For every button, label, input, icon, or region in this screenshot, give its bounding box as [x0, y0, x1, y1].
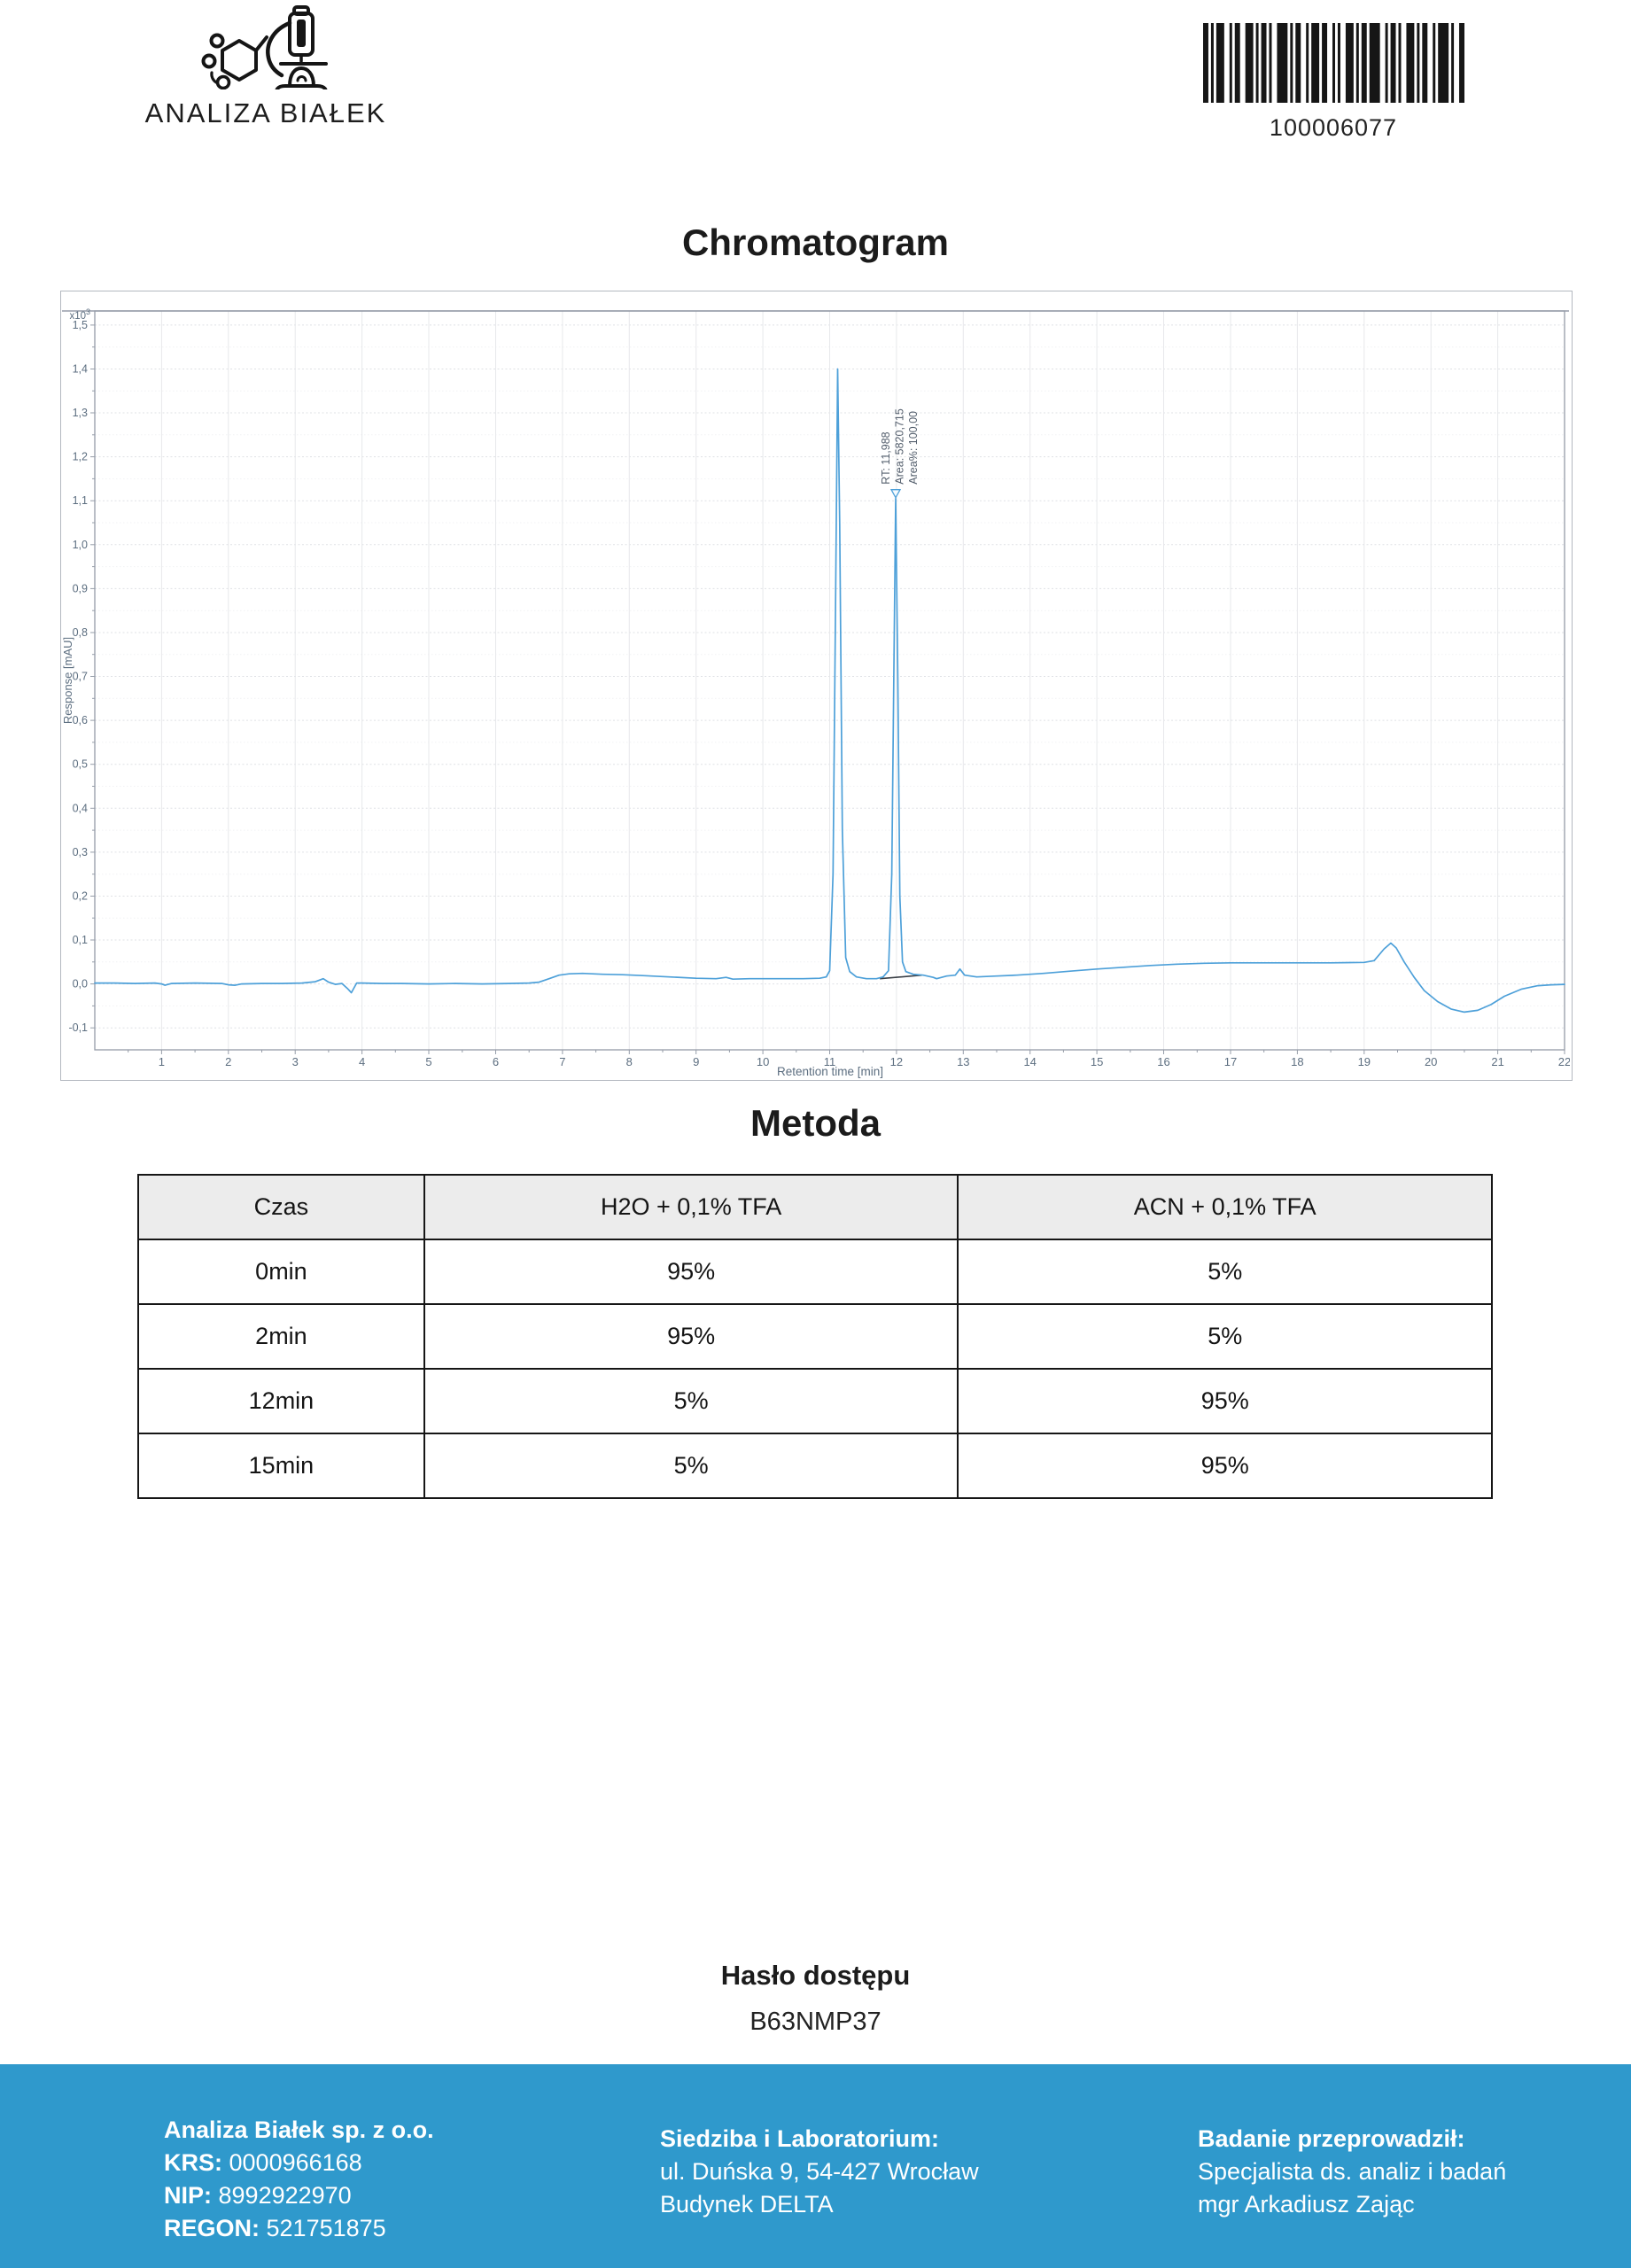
x-tick-label: 22	[1557, 1055, 1570, 1068]
table-row	[138, 1239, 1492, 1304]
y-tick-label: 0,0	[72, 977, 88, 990]
data-cell: 5%	[424, 1369, 959, 1433]
x-tick-label: 11	[823, 1055, 836, 1068]
company-name: Analiza Białek sp. z o.o.	[164, 2117, 434, 2143]
analyst-line: Specjalista ds. analiz i badań	[1198, 2158, 1507, 2185]
x-tick-label: 16	[1157, 1055, 1170, 1068]
barcode-bar	[1261, 23, 1266, 103]
chromatogram-chart	[60, 291, 1573, 1081]
barcode-bar	[1459, 23, 1464, 103]
header-logo	[142, 5, 390, 129]
barcode-bar	[1406, 23, 1414, 103]
nip-value: 8992922970	[218, 2182, 352, 2209]
location-title: Siedziba i Laboratorium:	[660, 2125, 940, 2152]
y-tick-label: 1,2	[72, 450, 88, 463]
data-cell: 5%	[958, 1239, 1492, 1304]
x-tick-label: 14	[1023, 1055, 1037, 1068]
logo-label: ANALIZA BIAŁEK	[144, 97, 387, 128]
barcode-bar	[1277, 23, 1287, 103]
method-table	[137, 1174, 1493, 1499]
data-cell: 15min	[138, 1433, 424, 1498]
data-cell: 95%	[958, 1369, 1492, 1433]
company-krs	[164, 2147, 434, 2179]
footer-location-block	[660, 2123, 979, 2221]
header-cell: Czas	[138, 1175, 424, 1239]
chart-canvas	[61, 291, 1570, 1078]
barcode-bar	[1422, 23, 1427, 103]
company-nip	[164, 2179, 434, 2212]
barcode-bar	[1295, 23, 1301, 103]
y-tick-label: 0,7	[72, 670, 88, 683]
y-tick-label: 0,9	[72, 582, 88, 595]
barcode-bar	[1203, 23, 1208, 103]
barcode-bar	[1234, 23, 1239, 103]
x-tick-label: 21	[1491, 1055, 1504, 1068]
chromatogram-title: Chromatogram	[681, 221, 950, 263]
x-axis-label: Retention time [min]	[776, 1065, 884, 1078]
barcode-bar	[1269, 23, 1271, 103]
x-tick-label: 13	[957, 1055, 970, 1068]
barcode-bar	[1451, 23, 1454, 103]
footer-analyst-block	[1198, 2123, 1506, 2221]
x-tick-label: 3	[291, 1055, 299, 1068]
location-line: ul. Duńska 9, 54-427 Wrocław	[660, 2158, 979, 2185]
y-tick-label: 1,5	[72, 318, 88, 331]
method-title: Metoda	[750, 1102, 881, 1144]
microscope-molecule-icon	[190, 5, 341, 89]
data-cell: 95%	[958, 1433, 1492, 1498]
table-header-row	[138, 1175, 1492, 1239]
barcode-bar	[1215, 23, 1223, 103]
data-cell: 5%	[958, 1304, 1492, 1369]
barcode-number: 100006077	[1269, 114, 1398, 141]
krs-value: 0000966168	[229, 2149, 362, 2176]
regon-label: REGON:	[164, 2215, 260, 2241]
location-line: Budynek DELTA	[660, 2191, 834, 2218]
regon-value: 521751875	[266, 2215, 386, 2241]
y-tick-label: 0,2	[72, 889, 88, 903]
integration-baseline	[880, 975, 922, 979]
x-tick-label: 10	[756, 1055, 770, 1068]
analyst-line: mgr Arkadiusz Zając	[1198, 2191, 1415, 2218]
x-tick-label: 6	[492, 1055, 500, 1068]
data-cell: 95%	[424, 1304, 959, 1369]
y-tick-label: 0,8	[72, 626, 88, 639]
x-tick-label: 19	[1357, 1055, 1371, 1068]
barcode-bar	[1433, 23, 1435, 103]
password-value: B63NMP37	[749, 2008, 882, 2036]
nip-label: NIP:	[164, 2182, 212, 2209]
x-tick-label: 8	[625, 1055, 633, 1068]
header-cell: H2O + 0,1% TFA	[424, 1175, 959, 1239]
barcode-bar	[1255, 23, 1258, 103]
data-cell: 0min	[138, 1239, 424, 1304]
barcode-bar	[1210, 23, 1213, 103]
x-tick-label: 1	[158, 1055, 166, 1068]
barcode-bar	[1322, 23, 1327, 103]
barcode-bar	[1306, 23, 1309, 103]
krs-label: KRS:	[164, 2149, 222, 2176]
barcode-bar	[1438, 23, 1448, 103]
y-scale-label: $x10^3$	[69, 307, 90, 322]
barcode-bar	[1390, 23, 1395, 103]
header-cell: ACN + 0,1% TFA	[958, 1175, 1492, 1239]
barcode	[1200, 23, 1466, 142]
barcode-bar	[1361, 23, 1366, 103]
x-tick-label: 5	[425, 1055, 432, 1068]
x-tick-label: 9	[693, 1055, 700, 1068]
table-row	[138, 1433, 1492, 1498]
y-tick-label: -0,1	[68, 1021, 88, 1035]
method-table-body	[138, 1239, 1492, 1498]
y-tick-label: 0,5	[72, 757, 88, 771]
y-tick-label: 1,4	[72, 362, 88, 376]
x-tick-label: 18	[1291, 1055, 1304, 1068]
x-tick-label: 12	[889, 1055, 904, 1068]
barcode-bar	[1311, 23, 1319, 103]
peak-annotation-line: Area: 5820,715	[893, 408, 906, 485]
barcode-bar	[1229, 23, 1231, 103]
peak-annotation-line: RT: 11,988	[880, 431, 892, 485]
x-tick-label: 2	[225, 1055, 232, 1068]
method-table-head	[138, 1175, 1492, 1239]
password-label: Hasło dostępu	[720, 1960, 911, 1991]
x-tick-label: 7	[559, 1055, 566, 1068]
y-tick-label: 1,1	[72, 494, 88, 508]
x-tick-label: 20	[1424, 1055, 1438, 1068]
footer-company-block	[164, 2114, 434, 2245]
data-cell: 95%	[424, 1239, 959, 1304]
analyst-title: Badanie przeprowadził:	[1198, 2125, 1465, 2152]
barcode-bar	[1417, 23, 1419, 103]
barcode-bar	[1385, 23, 1387, 103]
barcode-bar	[1332, 23, 1335, 103]
y-tick-label: 1,3	[72, 407, 88, 419]
barcode-bar	[1355, 23, 1358, 103]
data-cell: 2min	[138, 1304, 424, 1369]
data-cell: 5%	[424, 1433, 959, 1498]
barcode-bar	[1369, 23, 1379, 103]
table-row	[138, 1304, 1492, 1369]
barcode-bar	[1290, 23, 1293, 103]
y-tick-label: 0,1	[72, 934, 88, 946]
y-tick-label: 0,4	[72, 802, 88, 815]
peak-annotation-line: Area%: 100,00	[907, 410, 920, 485]
peak-marker-icon	[891, 490, 900, 498]
table-row	[138, 1369, 1492, 1433]
y-tick-label: 1,0	[72, 538, 88, 551]
x-tick-label: 15	[1090, 1055, 1104, 1068]
barcode-bar	[1245, 23, 1253, 103]
barcode-bar	[1345, 23, 1353, 103]
barcode-bar	[1337, 23, 1340, 103]
data-cell: 12min	[138, 1369, 424, 1433]
barcode-bars-icon	[1203, 23, 1464, 103]
y-tick-label: 0,6	[72, 714, 88, 727]
x-tick-label: 4	[358, 1055, 366, 1068]
footer	[0, 2064, 1631, 2268]
y-tick-label: 0,3	[72, 845, 88, 858]
barcode-bar	[1398, 23, 1401, 103]
x-tick-label: 17	[1223, 1055, 1238, 1068]
y-axis-label: Response [mAU]	[61, 636, 74, 725]
company-regon	[164, 2212, 434, 2245]
